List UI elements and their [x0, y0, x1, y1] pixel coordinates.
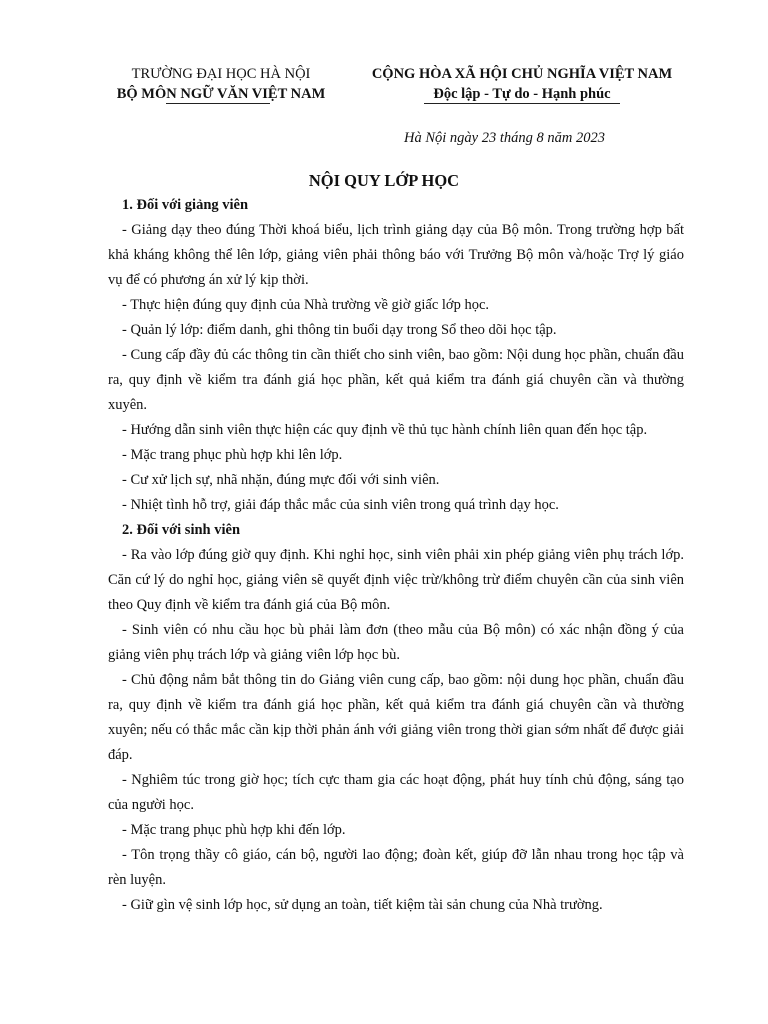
paragraph: - Nhiệt tình hỗ trợ, giải đáp thắc mắc của sinh viên trong quá trình dạy học.	[122, 497, 559, 513]
paragraph: - Mặc trang phục phù hợp khi lên lớp.	[122, 447, 343, 463]
paragraph: - Cung cấp đầy đủ các thông tin cần thiết cho sinh viên, bao gồm: Nội dung học phần, chuẩn đầu ra, quy định về kiểm tra đánh giá học phần, kết quả kiểm tra đánh giá chuyên cần và thường xuyên.	[108, 347, 684, 413]
national-motto: Độc lập - Tự do - Hạnh phúc	[433, 86, 611, 102]
section-heading: 2. Đối với sinh viên	[122, 522, 241, 538]
paragraph: - Ra vào lớp đúng giờ quy định. Khi nghỉ học, sinh viên phải xin phép giảng viên phụ trách lớp. Căn cứ lý do nghỉ học, giảng viên sẽ quyết định việc trừ/không trừ điểm chuyên cần của sinh viên theo Quy định về kiểm tra đánh giá của Bộ môn.	[108, 547, 684, 613]
paragraph: - Giữ gìn vệ sinh lớp học, sử dụng an toàn, tiết kiệm tài sản chung của Nhà trường.	[122, 897, 603, 913]
paragraph: - Hướng dẫn sinh viên thực hiện các quy định về thủ tục hành chính liên quan đến học tập.	[122, 422, 648, 438]
national-header	[352, 64, 692, 104]
section-students	[108, 518, 684, 918]
paragraph: - Cư xử lịch sự, nhã nhặn, đúng mực đối với sinh viên.	[122, 472, 440, 488]
document-date: Hà Nội ngày 23 tháng 8 năm 2023	[404, 130, 605, 146]
motto-underline	[424, 103, 620, 104]
paragraph: - Nghiêm túc trong giờ học; tích cực tham gia các hoạt động, phát huy tính chủ động, sáng tạo của người học.	[108, 772, 684, 813]
paragraph: - Thực hiện đúng quy định của Nhà trường về giờ giấc lớp học.	[122, 297, 490, 313]
document-body	[108, 193, 684, 918]
paragraph: - Quản lý lớp: điểm danh, ghi thông tin buổi dạy trong Sổ theo dõi học tập.	[122, 322, 557, 338]
institution-header	[96, 64, 346, 104]
paragraph: - Tôn trọng thầy cô giáo, cán bộ, người lao động; đoàn kết, giúp đỡ lẫn nhau trong học tập và rèn luyện.	[108, 847, 684, 888]
section-lecturers	[108, 193, 684, 518]
paragraph: - Mặc trang phục phù hợp khi đến lớp.	[122, 822, 346, 838]
department-name: BỘ MÔN NGỮ VĂN VIỆT NAM	[116, 86, 326, 102]
paragraph: - Chủ động nắm bắt thông tin do Giảng viên cung cấp, bao gồm: nội dung học phần, chuẩn đầu ra, quy định về kiểm tra đánh giá học phần, kết quả kiểm tra đánh giá chuyên cần và thường xuyên; nếu có thắc mắc cần kịp thời phản ánh với giảng viên trong thời gian sớm nhất để được giải đáp.	[108, 672, 684, 763]
section-heading: 1. Đối với giảng viên	[122, 197, 249, 213]
university-name: TRƯỜNG ĐẠI HỌC HÀ NỘI	[131, 66, 311, 82]
paragraph: - Giảng dạy theo đúng Thời khoá biểu, lịch trình giảng dạy của Bộ môn. Trong trường hợp bất khả kháng không thể lên lớp, giảng viên phải thông báo với Trưởng Bộ môn và/hoặc Trợ lý giáo vụ để có phương án xử lý kịp thời.	[108, 222, 684, 288]
paragraph: - Sinh viên có nhu cầu học bù phải làm đơn (theo mẫu của Bộ môn) có xác nhận đồng ý của giảng viên phụ trách lớp và giảng viên lớp học bù.	[108, 622, 684, 663]
page-title: NỘI QUY LỚP HỌC	[308, 171, 460, 190]
institution-underline	[166, 103, 270, 104]
national-title: CỘNG HÒA XÃ HỘI CHỦ NGHĨA VIỆT NAM	[371, 66, 673, 82]
